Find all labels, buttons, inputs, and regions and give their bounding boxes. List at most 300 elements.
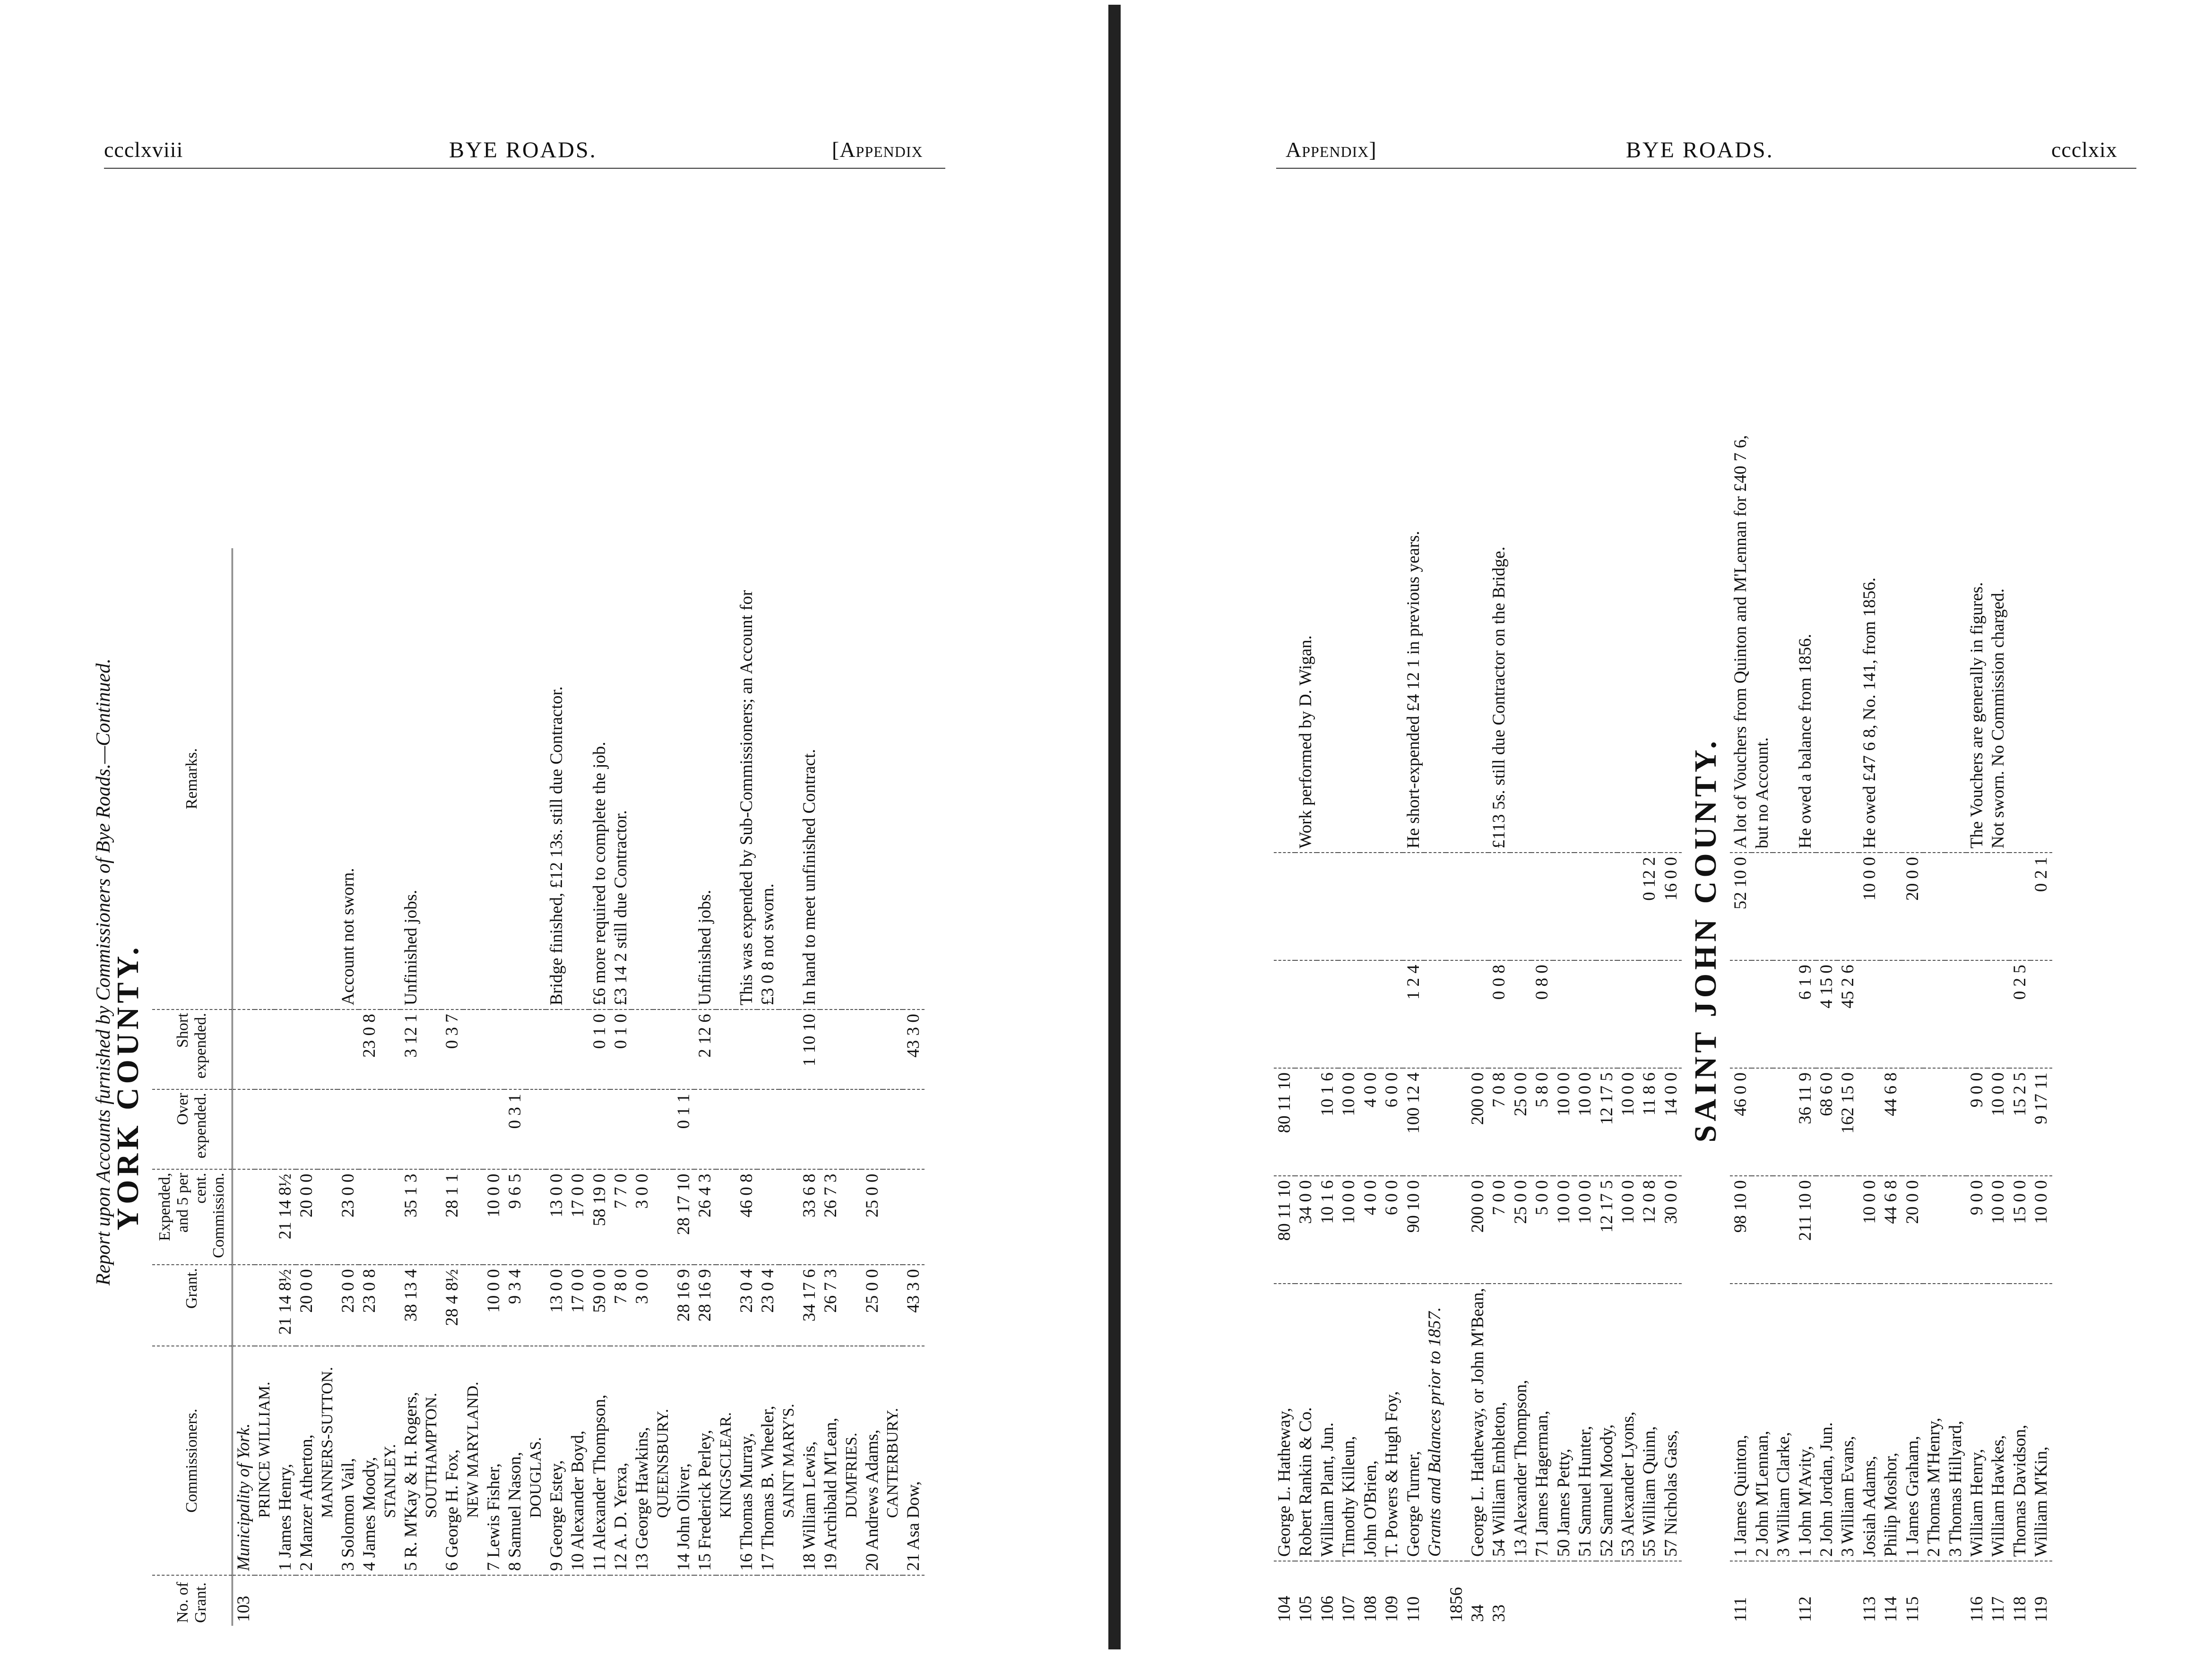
row-commissioner: PRINCE WILLIAM.: [255, 1346, 275, 1575]
row-over: [318, 1089, 337, 1169]
row-commissioner: 3 Thomas Hillyard,: [1945, 1284, 1966, 1561]
row-remark: [463, 548, 483, 1009]
row-commissioner: Philip Moshor,: [1880, 1284, 1901, 1561]
row-no: [526, 1575, 546, 1626]
row-remark: [526, 548, 546, 1009]
row-over: [441, 1089, 463, 1169]
row-expended: 9 6 5: [504, 1170, 526, 1265]
row-over: [296, 1089, 317, 1169]
row-short: [1338, 853, 1359, 960]
row-over: [233, 1089, 255, 1169]
row-over: [631, 1089, 653, 1169]
row-commissioner: 21 Asa Dow,: [903, 1346, 924, 1575]
row-over: [1338, 960, 1359, 1068]
col-short: Short expended.: [152, 1009, 233, 1089]
row-expended: [463, 1170, 483, 1265]
row-over: [359, 1089, 380, 1169]
table-row: [337, 548, 359, 1626]
row-commissioner: 20 Andrews Adams,: [862, 1346, 883, 1575]
row-expended: 13 0 0: [546, 1170, 567, 1265]
county-heading: SAINT JOHN COUNTY.: [1688, 737, 1723, 1143]
row-over: 0 8 0: [1531, 960, 1553, 1068]
table-row: [233, 548, 255, 1626]
row-no: [483, 1575, 504, 1626]
table-row: [2031, 254, 2052, 1626]
table-row: [1317, 254, 1338, 1626]
row-no: 1856: [1446, 1587, 1466, 1622]
row-no: [441, 1575, 463, 1626]
row-short: [736, 1009, 757, 1089]
row-no: 105: [1296, 1596, 1316, 1622]
table-row: [1923, 254, 1944, 1626]
row-expended: [1446, 1068, 1467, 1176]
row-commissioner: 13 Alexander Thompson,: [1510, 1284, 1531, 1561]
table-row: [631, 548, 653, 1626]
row-remark: [1381, 254, 1402, 853]
row-expended: [1923, 1068, 1944, 1176]
table-row: [673, 548, 694, 1626]
row-no: [589, 1575, 610, 1626]
row-expended: 28 1 1: [441, 1170, 463, 1265]
row-commissioner: 1 James Quinton,: [1730, 1284, 1751, 1561]
row-over: [400, 1089, 422, 1169]
col-over: Over expended.: [152, 1089, 233, 1169]
row-commissioner: 1 John M'Avity,: [1795, 1284, 1816, 1561]
row-no: [862, 1575, 883, 1626]
table-row: [1403, 254, 1424, 1626]
row-commissioner: 53 Alexander Lyons,: [1617, 1284, 1639, 1561]
row-remark: [380, 548, 400, 1009]
row-short: [779, 1009, 799, 1089]
row-no: 34: [1468, 1605, 1487, 1622]
row-no: 107: [1339, 1596, 1359, 1622]
row-grant: [1816, 1176, 1837, 1284]
row-no: [1660, 1561, 1682, 1626]
row-grant: [716, 1265, 736, 1346]
row-grant: 21 14 8½: [275, 1265, 296, 1346]
row-no: [842, 1575, 862, 1626]
row-no: [1837, 1561, 1858, 1626]
row-no: 110: [1403, 1596, 1423, 1622]
row-expended: 162 15 0: [1837, 1068, 1858, 1176]
row-no: [1639, 1561, 1660, 1626]
row-commissioner: 6 George H. Fox,: [441, 1346, 463, 1575]
row-expended: 11 8 6: [1639, 1068, 1660, 1176]
row-no: [1510, 1561, 1531, 1626]
row-grant: 9 3 4: [504, 1265, 526, 1346]
row-over: [1381, 960, 1402, 1068]
row-no: [255, 1575, 275, 1626]
row-short: [546, 1009, 567, 1089]
right-page: [1144, 0, 2212, 1665]
row-commissioner: Thomas Davidson,: [2009, 1284, 2031, 1561]
row-commissioner: Timothy Killeun,: [1338, 1284, 1359, 1561]
table-row: [779, 548, 799, 1626]
row-over: [1446, 960, 1467, 1068]
row-over: 45 2 6: [1837, 960, 1858, 1068]
table-row: [483, 548, 504, 1626]
row-no: [1596, 1561, 1617, 1626]
row-over: [1730, 960, 1751, 1068]
table-row: [422, 548, 441, 1626]
col-commissioners: Commissioners.: [152, 1346, 233, 1575]
page-title: BYE ROADS.: [1626, 138, 1774, 163]
row-over: [526, 1089, 546, 1169]
row-grant: [883, 1265, 903, 1346]
row-short: [1923, 853, 1944, 960]
row-commissioner: [1446, 1284, 1467, 1561]
row-commissioner: NEW MARYLAND.: [463, 1346, 483, 1575]
row-short: [1360, 853, 1381, 960]
row-commissioner: 2 John M'Lennan,: [1752, 1284, 1773, 1561]
row-remark: [1317, 254, 1338, 853]
row-short: 20 0 0: [1902, 853, 1923, 960]
row-expended: 46 0 8: [736, 1170, 757, 1265]
row-over: [1424, 960, 1445, 1068]
row-expended: 9 0 0: [1966, 1068, 1987, 1176]
row-commissioner: 11 Alexander Thompson,: [589, 1346, 610, 1575]
row-over: 0 0 8: [1488, 960, 1510, 1068]
table-row: [359, 548, 380, 1626]
row-short: 0 1 0: [589, 1009, 610, 1089]
row-expended: 21 14 8½: [275, 1170, 296, 1265]
row-remark: [631, 548, 653, 1009]
row-grant: 23 0 4: [736, 1265, 757, 1346]
row-short: 0 3 7: [441, 1009, 463, 1089]
york-rows: [233, 548, 925, 1626]
row-expended: 25 0 0: [862, 1170, 883, 1265]
row-over: [1639, 960, 1660, 1068]
row-expended: [1773, 1068, 1794, 1176]
row-over: [1295, 960, 1316, 1068]
row-short: 10 0 0: [1859, 853, 1880, 960]
row-grant: 10 0 0: [1338, 1176, 1359, 1284]
row-short: 0 2 1: [2031, 853, 2052, 960]
row-grant: [779, 1265, 799, 1346]
row-remark: [1574, 254, 1596, 853]
row-expended: 200 0 0: [1467, 1068, 1488, 1176]
row-remark: [1660, 254, 1682, 853]
row-short: [1531, 853, 1553, 960]
row-short: 43 3 0: [903, 1009, 924, 1089]
row-no: [463, 1575, 483, 1626]
row-commissioner: 2 Manzer Atherton,: [296, 1346, 317, 1575]
table-row: [255, 548, 275, 1626]
row-short: [757, 1009, 778, 1089]
row-commissioner: 15 Frederick Perley,: [694, 1346, 716, 1575]
row-over: [337, 1089, 359, 1169]
table-row: [1752, 254, 1773, 1626]
row-grant: [255, 1265, 275, 1346]
row-over: [1987, 960, 2009, 1068]
row-short: [1403, 853, 1424, 960]
row-no: [779, 1575, 799, 1626]
row-remark: The Vouchers are generally in figures.: [1966, 254, 1987, 853]
row-remark: [255, 548, 275, 1009]
row-grant: 10 0 0: [1574, 1176, 1596, 1284]
row-no: [1574, 1561, 1596, 1626]
row-no: [504, 1575, 526, 1626]
row-remark: Unfinished jobs.: [400, 548, 422, 1009]
row-no: [359, 1575, 380, 1626]
row-no: [883, 1575, 903, 1626]
row-expended: 10 0 0: [1338, 1068, 1359, 1176]
row-short: [567, 1009, 588, 1089]
table-row: [1945, 254, 1966, 1626]
row-no: [1617, 1561, 1639, 1626]
row-commissioner: 3 William Clarke,: [1773, 1284, 1794, 1561]
row-expended: 4 0 0: [1360, 1068, 1381, 1176]
row-commissioner: 71 James Hagerman,: [1531, 1284, 1553, 1561]
row-over: [716, 1089, 736, 1169]
row-short: [1773, 853, 1794, 960]
row-grant: 200 0 0: [1467, 1176, 1488, 1284]
table-row: [1338, 254, 1359, 1626]
table-row: [1553, 254, 1574, 1626]
row-short: 52 10 0: [1730, 853, 1751, 960]
row-expended: 12 17 5: [1596, 1068, 1617, 1176]
row-remark: [653, 548, 673, 1009]
row-expended: 17 0 0: [567, 1170, 588, 1265]
row-no: [1553, 1561, 1574, 1626]
row-short: [1317, 853, 1338, 960]
row-short: [1945, 853, 1966, 960]
row-expended: [359, 1170, 380, 1265]
row-short: [1795, 853, 1816, 960]
row-short: 3 12 1: [400, 1009, 422, 1089]
row-over: [1859, 960, 1880, 1068]
row-remark: [820, 548, 841, 1009]
row-short: 0 12 2: [1639, 853, 1660, 960]
row-over: [1923, 960, 1944, 1068]
row-grant: 30 0 0: [1660, 1176, 1682, 1284]
row-commissioner: T. Powers & Hugh Foy,: [1381, 1284, 1402, 1561]
row-expended: 7 0 8: [1488, 1068, 1510, 1176]
row-remark: He short-expended £4 12 1 in previous years.: [1403, 254, 1424, 853]
row-commissioner: DOUGLAS.: [526, 1346, 546, 1575]
row-no: [1773, 1561, 1794, 1626]
row-expended: 14 0 0: [1660, 1068, 1682, 1176]
row-short: [422, 1009, 441, 1089]
row-short: [716, 1009, 736, 1089]
row-short: [1617, 853, 1639, 960]
table-row: [1639, 254, 1660, 1626]
row-over: [757, 1089, 778, 1169]
saint-john-rows: [1274, 254, 2052, 1626]
row-grant: [422, 1265, 441, 1346]
row-grant: 13 0 0: [546, 1265, 567, 1346]
saint-john-table: [1274, 254, 2052, 1626]
row-commissioner: 3 William Evans,: [1837, 1284, 1858, 1561]
row-short: [631, 1009, 653, 1089]
row-grant: 9 0 0: [1966, 1176, 1987, 1284]
table-row: [842, 548, 862, 1626]
row-remark: but no Account.: [1752, 254, 1773, 853]
row-remark: [2031, 254, 2052, 853]
table-row: [2009, 254, 2031, 1626]
table-row: [1424, 254, 1445, 1626]
row-grant: 20 0 0: [1902, 1176, 1923, 1284]
row-remark: [1510, 254, 1531, 853]
row-no: 116: [1967, 1596, 1987, 1622]
row-expended: [1295, 1068, 1316, 1176]
row-no: 113: [1859, 1596, 1879, 1622]
row-expended: 35 1 3: [400, 1170, 422, 1265]
table-row: [275, 548, 296, 1626]
row-over: [255, 1089, 275, 1169]
row-commissioner: 2 Thomas M'Henry,: [1923, 1284, 1944, 1561]
row-short: 2 12 6: [694, 1009, 716, 1089]
row-expended: [1945, 1068, 1966, 1176]
table-row: [400, 548, 422, 1626]
header-rule: [104, 168, 945, 169]
row-grant: 10 0 0: [2031, 1176, 2052, 1284]
row-grant: [842, 1265, 862, 1346]
row-commissioner: KINGSCLEAR.: [716, 1346, 736, 1575]
row-grant: 59 0 0: [589, 1265, 610, 1346]
row-grant: [1923, 1176, 1944, 1284]
row-remark: [862, 548, 883, 1009]
table-row: [441, 548, 463, 1626]
row-grant: 98 10 0: [1730, 1176, 1751, 1284]
row-commissioner: 13 George Hawkins,: [631, 1346, 653, 1575]
row-short: [1295, 853, 1316, 960]
row-expended: 3 0 0: [631, 1170, 653, 1265]
row-over: [1945, 960, 1966, 1068]
row-commissioner: Josiah Adams,: [1859, 1284, 1880, 1561]
row-short: 0 1 0: [610, 1009, 631, 1089]
row-remark: Bridge finished, £12 13s. still due Contractor.: [546, 548, 567, 1009]
row-commissioner: 51 Samuel Hunter,: [1574, 1284, 1596, 1561]
row-remark: [1338, 254, 1359, 853]
row-remark: Not sworn. No Commission charged.: [1987, 254, 2009, 853]
row-remark: He owed a balance from 1856.: [1795, 254, 1816, 853]
row-remark: £6 more required to complete the job.: [589, 548, 610, 1009]
row-remark: Work performed by D. Wigan.: [1295, 254, 1316, 853]
row-no: [757, 1575, 778, 1626]
row-grant: 34 0 0: [1295, 1176, 1316, 1284]
row-grant: [1752, 1176, 1773, 1284]
row-expended: 5 8 0: [1531, 1068, 1553, 1176]
row-remark: [233, 548, 255, 1009]
row-no: [694, 1575, 716, 1626]
row-commissioner: Grants and Balances prior to 1857.: [1424, 1284, 1445, 1561]
row-remark: £3 0 8 not sworn.: [757, 548, 778, 1009]
row-remark: [1553, 254, 1574, 853]
row-commissioner: 17 Thomas B. Wheeler,: [757, 1346, 778, 1575]
row-grant: [1945, 1176, 1966, 1284]
row-no: [1424, 1561, 1445, 1626]
row-commissioner: George L. Hatheway,: [1274, 1284, 1295, 1561]
row-no: [610, 1575, 631, 1626]
row-over: [736, 1089, 757, 1169]
row-over: [1317, 960, 1338, 1068]
row-over: [1966, 960, 1987, 1068]
row-commissioner: 7 Lewis Fisher,: [483, 1346, 504, 1575]
row-commissioner: 10 Alexander Boyd,: [567, 1346, 588, 1575]
row-remark: Account not sworn.: [337, 548, 359, 1009]
row-over: [842, 1089, 862, 1169]
row-expended: 10 0 0: [1574, 1068, 1596, 1176]
report-caption: Report upon Accounts furnished by Commissioners of Bye Roads.—Continued.: [93, 658, 114, 1285]
row-grant: [653, 1265, 673, 1346]
row-expended: 10 0 0: [1987, 1068, 2009, 1176]
table-row: [883, 548, 903, 1626]
row-short: [1424, 853, 1445, 960]
row-over: [1773, 960, 1794, 1068]
table-row: [1816, 254, 1837, 1626]
row-over: [1880, 960, 1901, 1068]
row-grant: [380, 1265, 400, 1346]
row-short: [862, 1009, 883, 1089]
row-commissioner: 2 John Jordan, Jun.: [1816, 1284, 1837, 1561]
row-short: [504, 1009, 526, 1089]
row-over: [422, 1089, 441, 1169]
row-commissioner: 3 Solomon Vail,: [337, 1346, 359, 1575]
table-row: [716, 548, 736, 1626]
table-row: [1360, 254, 1381, 1626]
table-row: [1617, 254, 1639, 1626]
row-grant: 34 17 6: [799, 1265, 820, 1346]
row-grant: 211 10 0: [1795, 1176, 1816, 1284]
row-expended: 25 0 0: [1510, 1068, 1531, 1176]
row-grant: 23 0 8: [359, 1265, 380, 1346]
row-no: [631, 1575, 653, 1626]
row-remark: [903, 548, 924, 1009]
row-grant: 5 0 0: [1531, 1176, 1553, 1284]
row-commissioner: 52 Samuel Moody,: [1596, 1284, 1617, 1561]
table-row: [526, 548, 546, 1626]
row-short: 23 0 8: [359, 1009, 380, 1089]
row-expended: [1752, 1068, 1773, 1176]
row-expended: [883, 1170, 903, 1265]
row-grant: 4 0 0: [1360, 1176, 1381, 1284]
row-no: 109: [1382, 1596, 1402, 1622]
row-no: [1923, 1561, 1944, 1626]
table-row: [862, 548, 883, 1626]
row-over: [463, 1089, 483, 1169]
row-grant: 10 0 0: [483, 1265, 504, 1346]
table-row: [694, 548, 716, 1626]
row-no: 112: [1795, 1596, 1815, 1622]
row-expended: 15 2 5: [2009, 1068, 2031, 1176]
row-commissioner: George Turner,: [1403, 1284, 1424, 1561]
row-grant: 28 16 9: [673, 1265, 694, 1346]
county-heading: YORK COUNTY.: [111, 943, 145, 1231]
row-expended: [1902, 1068, 1923, 1176]
table-row: [1795, 254, 1816, 1626]
row-no: [422, 1575, 441, 1626]
row-remark: [883, 548, 903, 1009]
table-row: [463, 548, 483, 1626]
row-grant: 17 0 0: [567, 1265, 588, 1346]
row-no: [820, 1575, 841, 1626]
row-expended: [1424, 1068, 1445, 1176]
row-short: 1 10 10: [799, 1009, 820, 1089]
col-expended: Expended, and 5 per cent. Commission.: [152, 1170, 233, 1265]
row-short: [296, 1009, 317, 1089]
row-commissioner: 1 James Henry,: [275, 1346, 296, 1575]
table-row: [1837, 254, 1858, 1626]
row-no: [567, 1575, 588, 1626]
row-expended: 26 4 3: [694, 1170, 716, 1265]
row-grant: 12 17 5: [1596, 1176, 1617, 1284]
row-remark: [504, 548, 526, 1009]
row-expended: 58 19 0: [589, 1170, 610, 1265]
row-remark: In hand to meet unfinished Contract.: [799, 548, 820, 1009]
row-expended: 100 12 4: [1403, 1068, 1424, 1176]
row-over: [275, 1089, 296, 1169]
